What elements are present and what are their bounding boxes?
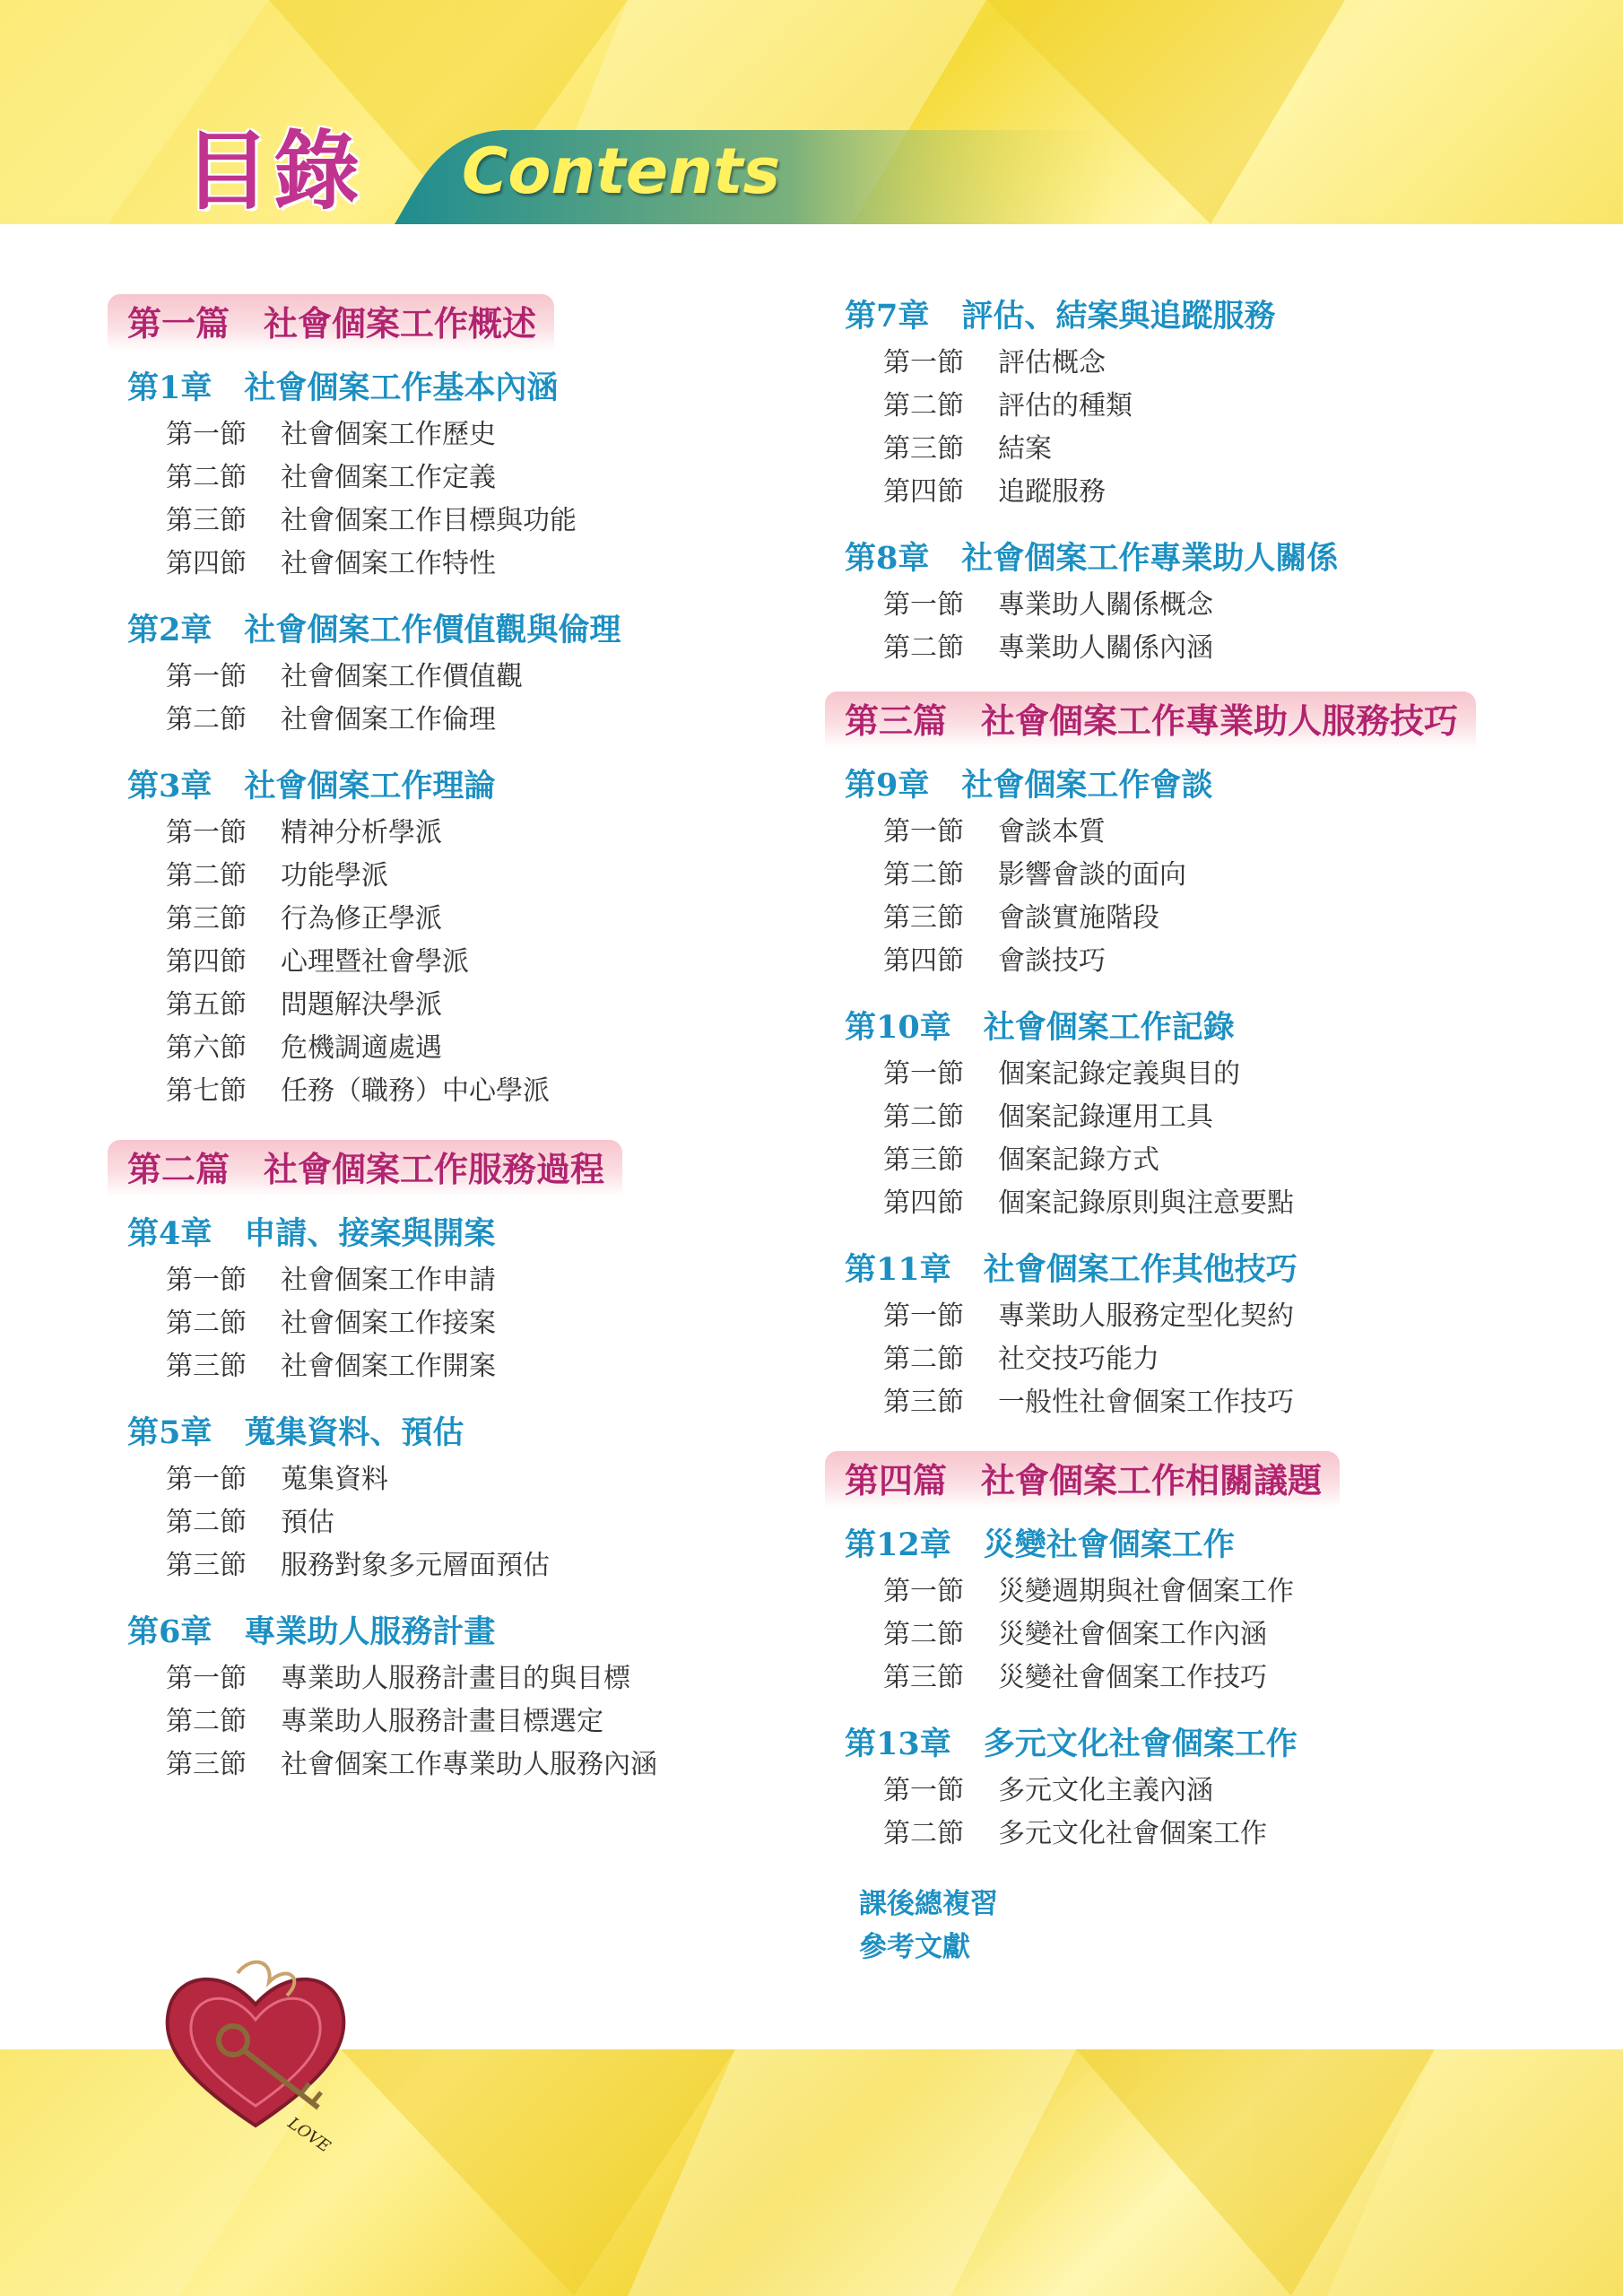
section-title: 蒐集資料 [281,1464,388,1495]
section-number: 第二節 [883,859,964,891]
chapter-heading[interactable] [845,1520,1560,1570]
chapter-title: 蒐集資料、預估 [244,1414,464,1451]
section-title: 社會個案工作歷史 [281,419,496,450]
section-title: 社交技巧能力 [998,1344,1159,1375]
section-item[interactable] [883,342,1560,385]
chapter-number: 第5章 [127,1414,213,1451]
section-item[interactable] [883,471,1560,514]
section-number: 第四節 [166,548,247,579]
chapter-number: 第7章 [845,298,930,335]
section-item[interactable] [883,385,1560,428]
part-4 [825,1451,1560,1856]
part-2 [108,1140,753,1787]
section-item[interactable] [883,1613,1560,1657]
section-item[interactable] [166,812,753,855]
chapter-title: 社會個案工作會談 [961,767,1213,804]
chapter-number: 第12章 [845,1526,951,1563]
section-item[interactable] [166,457,753,500]
section-item[interactable] [166,1744,753,1787]
chapter-heading[interactable] [845,761,1560,811]
section-number: 第五節 [166,989,247,1021]
chapter-number: 第4章 [127,1215,213,1252]
section-title: 社會個案工作價值觀 [281,661,523,692]
section-number: 第一節 [166,1265,247,1296]
section-number: 第三節 [883,1144,964,1176]
section-title: 多元文化主義內涵 [998,1775,1213,1806]
section-title: 專業助人服務計畫目標選定 [281,1706,603,1737]
part-heading[interactable]: 第一篇 社會個案工作概述 [108,294,554,351]
chapter-heading[interactable] [127,1408,753,1458]
section-item[interactable] [166,898,753,941]
toc-right-column [825,291,1560,1969]
page-title-english: Contents [462,135,781,208]
section-number: 第三節 [166,1550,247,1581]
section-title: 社會個案工作目標與功能 [281,505,577,536]
chapter-title: 社會個案工作其他技巧 [983,1251,1298,1288]
chapter-8 [825,534,1560,670]
section-item[interactable] [166,1302,753,1345]
section-item[interactable] [883,854,1560,897]
section-number: 第二節 [883,1619,964,1650]
section-number: 第一節 [166,1464,247,1495]
heart-label: LOVE [284,2113,334,2157]
section-number: 第四節 [166,946,247,978]
toc-left-column [108,294,753,1813]
section-title: 社會個案工作開案 [281,1351,496,1382]
section-title: 社會個案工作接案 [281,1308,496,1339]
section-number: 第二節 [883,632,964,664]
section-number: 第一節 [883,347,964,378]
section-number: 第一節 [883,1775,964,1806]
section-item[interactable] [883,1570,1560,1613]
chapter-title: 多元文化社會個案工作 [983,1726,1298,1762]
section-number: 第六節 [166,1032,247,1064]
section-item[interactable] [166,656,753,699]
section-item[interactable] [166,1259,753,1302]
section-item[interactable] [883,1182,1560,1225]
section-title: 會談本質 [998,816,1106,848]
chapter-number: 第1章 [127,370,213,406]
section-number: 第三節 [883,902,964,934]
section-item[interactable] [166,1070,753,1113]
section-title: 個案記錄定義與目的 [998,1058,1240,1090]
section-item[interactable] [883,1139,1560,1182]
chapter-13 [825,1719,1560,1856]
section-item[interactable] [883,1381,1560,1424]
references-link[interactable]: 參考文獻 [859,1931,970,1963]
section-item[interactable] [883,1053,1560,1096]
chapter-number: 第8章 [845,540,930,577]
section-number: 第一節 [166,1663,247,1694]
section-title: 會談實施階段 [998,902,1159,934]
section-item[interactable] [883,1295,1560,1338]
section-item[interactable] [166,984,753,1027]
chapter-title: 專業助人服務計畫 [244,1613,496,1650]
section-title: 災變週期與社會個案工作 [998,1576,1294,1607]
section-number: 第四節 [883,1187,964,1219]
chapter-4 [108,1209,753,1388]
chapter-heading[interactable] [127,363,753,413]
section-title: 問題解決學派 [281,989,442,1021]
chapter-6 [108,1607,753,1787]
chapter-title: 社會個案工作記錄 [983,1009,1235,1046]
section-number: 第七節 [166,1075,247,1107]
section-number: 第二節 [883,1818,964,1849]
section-number: 第二節 [883,390,964,422]
section-title: 任務（職務）中心學派 [281,1075,550,1107]
chapter-number: 第6章 [127,1613,213,1650]
chapter-heading[interactable] [127,1209,753,1259]
section-number: 第二節 [883,1101,964,1133]
section-number: 第一節 [166,661,247,692]
section-title: 心理暨社會學派 [281,946,469,978]
section-item[interactable] [166,413,753,457]
section-title: 個案記錄方式 [998,1144,1159,1176]
section-title: 行為修正學派 [281,903,442,935]
chapter-heading[interactable] [127,605,753,656]
chapter-heading[interactable] [845,1719,1560,1770]
chapter-11 [825,1245,1560,1424]
chapter-title: 社會個案工作基本內涵 [244,370,559,406]
section-title: 一般性社會個案工作技巧 [998,1387,1294,1418]
section-item[interactable] [883,1096,1560,1139]
section-number: 第四節 [883,476,964,508]
section-number: 第二節 [166,1507,247,1538]
section-number: 第三節 [166,1749,247,1780]
section-title: 精神分析學派 [281,817,442,848]
section-number: 第一節 [883,1576,964,1607]
section-title: 社會個案工作專業助人服務內涵 [281,1749,657,1780]
section-item[interactable] [166,1657,753,1700]
part-heading[interactable]: 第二篇 社會個案工作服務過程 [108,1140,622,1196]
section-item[interactable] [166,1544,753,1587]
section-title: 專業助人服務定型化契約 [998,1300,1294,1332]
chapter-number: 第9章 [845,767,930,804]
chapter-2 [108,605,753,742]
chapter-heading[interactable] [845,1003,1560,1053]
section-number: 第二節 [166,860,247,891]
section-title: 會談技巧 [998,945,1106,977]
section-item[interactable] [883,940,1560,983]
section-title: 災變社會個案工作內涵 [998,1619,1267,1650]
header-band [0,0,1623,224]
section-title: 社會個案工作定義 [281,462,496,493]
section-title: 個案記錄原則與注意要點 [998,1187,1294,1219]
part-3 [825,691,1560,1424]
chapter-number: 第10章 [845,1009,951,1046]
section-title: 個案記錄運用工具 [998,1101,1213,1133]
section-title: 專業助人服務計畫目的與目標 [281,1663,630,1694]
section-title: 結案 [998,433,1052,465]
section-number: 第一節 [883,816,964,848]
section-title: 服務對象多元層面預估 [281,1550,550,1581]
section-item[interactable] [166,1700,753,1744]
section-item[interactable] [883,584,1560,627]
chapter-1 [108,363,753,586]
chapter-title: 評估、結案與追蹤服務 [961,298,1276,335]
chapter-heading[interactable] [127,761,753,812]
page-title-chinese: 目錄 [184,120,363,222]
section-title: 災變社會個案工作技巧 [998,1662,1267,1693]
section-title: 追蹤服務 [998,476,1106,508]
section-item[interactable] [166,699,753,742]
section-item[interactable] [166,1345,753,1388]
section-title: 影響會談的面向 [998,859,1186,891]
chapter-7 [825,291,1560,514]
section-number: 第三節 [883,1387,964,1418]
section-number: 第二節 [166,704,247,735]
section-item[interactable] [166,1027,753,1070]
chapter-5 [108,1408,753,1587]
section-number: 第一節 [883,1300,964,1332]
section-item[interactable] [166,500,753,543]
review-link[interactable]: 課後總複習 [859,1888,998,1920]
section-number: 第三節 [883,433,964,465]
section-item[interactable] [166,941,753,984]
part-1 [108,294,753,1113]
section-number: 第二節 [166,1308,247,1339]
chapter-number: 第2章 [127,612,213,648]
section-title: 社會個案工作特性 [281,548,496,579]
chapter-heading[interactable] [845,1245,1560,1295]
section-number: 第三節 [166,1351,247,1382]
section-item[interactable] [166,543,753,586]
section-title: 專業助人關係概念 [998,589,1213,621]
section-item[interactable] [883,1338,1560,1381]
chapter-title: 社會個案工作專業助人關係 [961,540,1339,577]
heart-key-decoration [152,1955,359,2157]
section-title: 評估的種類 [998,390,1133,422]
part-2-continued [825,291,1560,670]
section-number: 第三節 [166,505,247,536]
chapter-number: 第3章 [127,768,213,804]
chapter-title: 社會個案工作理論 [244,768,496,804]
chapter-number: 第13章 [845,1726,951,1762]
section-title: 評估概念 [998,347,1106,378]
chapter-12 [825,1520,1560,1700]
chapter-3 [108,761,753,1113]
section-number: 第一節 [166,817,247,848]
section-title: 功能學派 [281,860,388,891]
section-number: 第二節 [166,462,247,493]
section-item[interactable] [166,1501,753,1544]
chapter-9 [825,761,1560,983]
section-title: 危機調適處遇 [281,1032,442,1064]
chapter-number: 第11章 [845,1251,951,1288]
chapter-heading[interactable] [127,1607,753,1657]
section-title: 專業助人關係內涵 [998,632,1213,664]
chapter-10 [825,1003,1560,1225]
section-number: 第一節 [883,589,964,621]
back-matter [825,1883,1560,1969]
section-item[interactable] [883,1813,1560,1856]
section-number: 第二節 [166,1706,247,1737]
section-title: 預估 [281,1507,334,1538]
section-item[interactable] [166,855,753,898]
section-number: 第四節 [883,945,964,977]
section-number: 第一節 [166,419,247,450]
section-number: 第三節 [883,1662,964,1693]
chapter-heading[interactable] [845,534,1560,584]
section-title: 社會個案工作申請 [281,1265,496,1296]
part-heading[interactable]: 第四篇 社會個案工作相關議題 [825,1451,1340,1508]
section-item[interactable] [166,1458,753,1501]
chapter-title: 社會個案工作價值觀與倫理 [244,612,621,648]
section-title: 社會個案工作倫理 [281,704,496,735]
chapter-title: 災變社會個案工作 [983,1526,1235,1563]
section-title: 多元文化社會個案工作 [998,1818,1267,1849]
section-item[interactable] [883,1657,1560,1700]
section-item[interactable] [883,811,1560,854]
section-number: 第一節 [883,1058,964,1090]
section-item[interactable] [883,627,1560,670]
section-item[interactable] [883,428,1560,471]
section-item[interactable] [883,1770,1560,1813]
part-heading[interactable]: 第三篇 社會個案工作專業助人服務技巧 [825,691,1476,748]
chapter-heading[interactable] [845,291,1560,342]
section-number: 第三節 [166,903,247,935]
section-item[interactable] [883,897,1560,940]
chapter-title: 申請、接案與開案 [244,1215,496,1252]
section-number: 第二節 [883,1344,964,1375]
